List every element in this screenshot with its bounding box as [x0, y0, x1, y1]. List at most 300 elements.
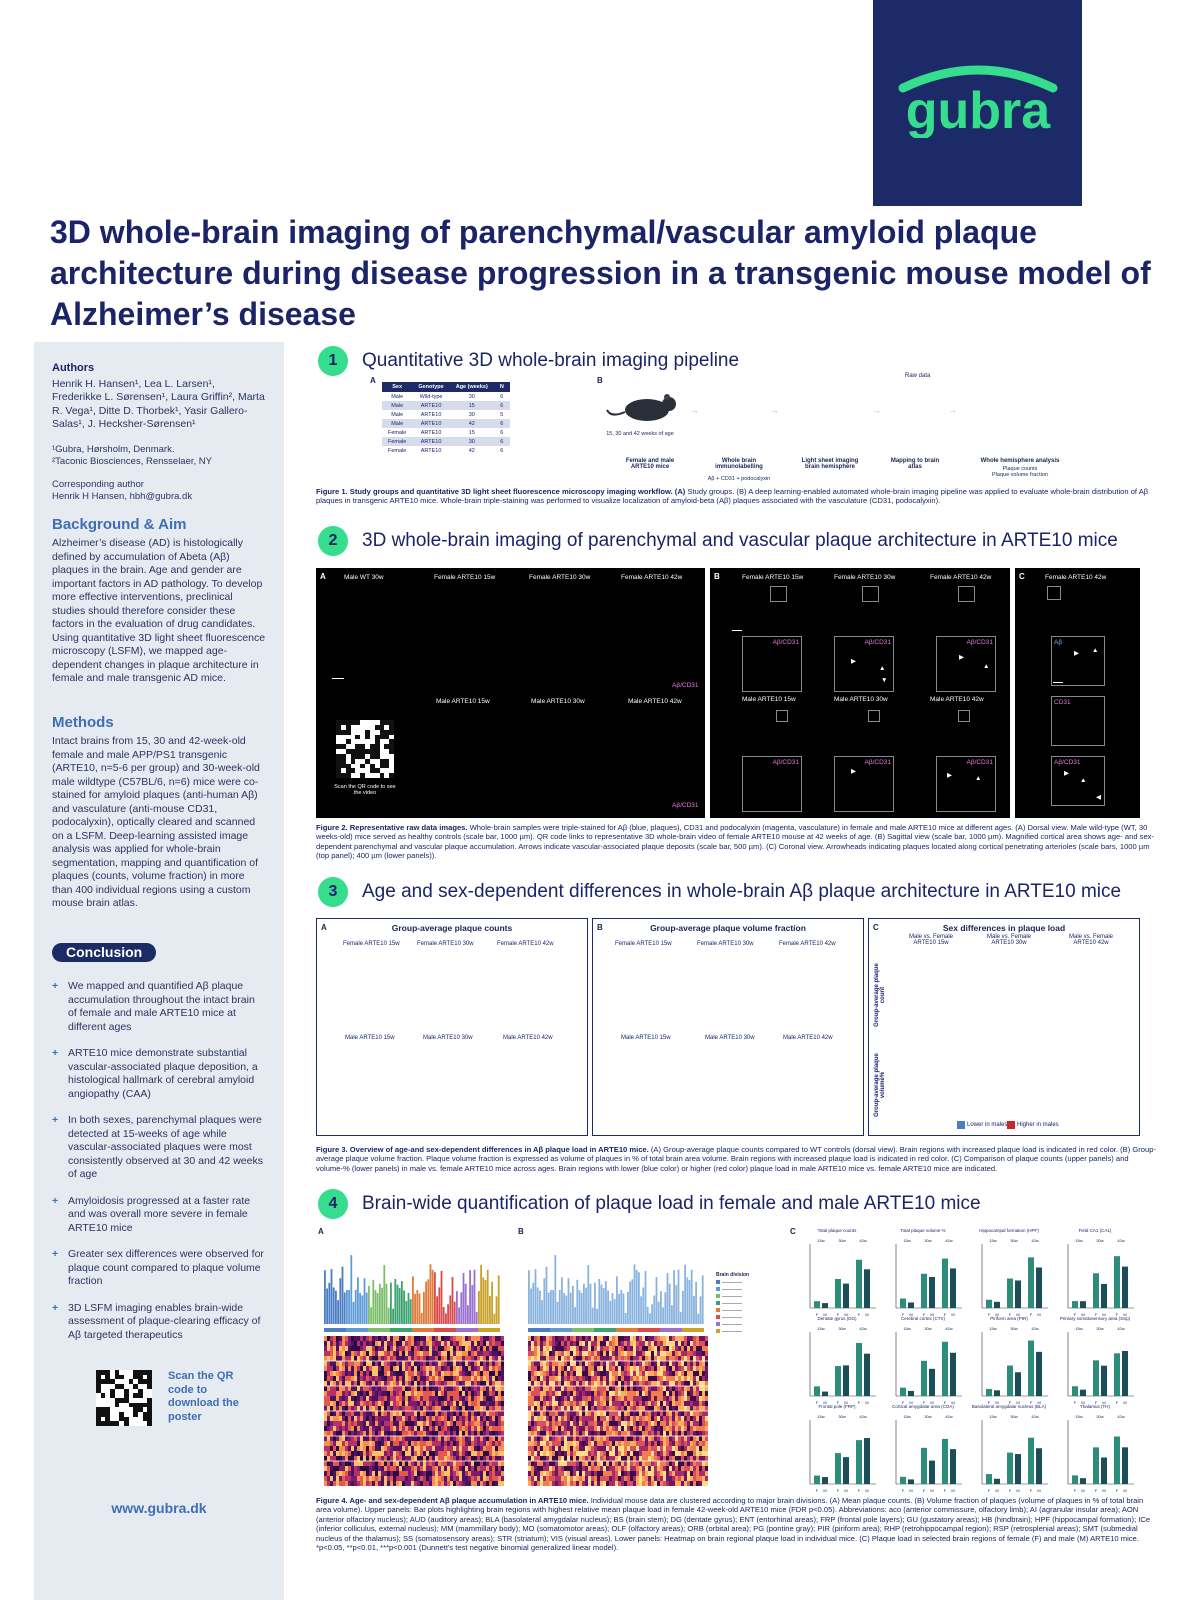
heat-cell: [411, 1341, 414, 1346]
heat-cell: [399, 1391, 402, 1396]
heat-cell: [498, 1356, 501, 1361]
heat-cell: [576, 1481, 579, 1486]
heat-cell: [636, 1376, 639, 1381]
heat-cell: [612, 1456, 615, 1461]
heat-cell: [435, 1346, 438, 1351]
heat-cell: [366, 1481, 369, 1486]
heat-cell: [684, 1426, 687, 1431]
heat-cell: [567, 1406, 570, 1411]
heat-cell: [639, 1421, 642, 1426]
heat-cell: [609, 1426, 612, 1431]
heat-cell: [675, 1481, 678, 1486]
heat-cell: [408, 1391, 411, 1396]
heat-cell: [693, 1351, 696, 1356]
heat-cell: [690, 1351, 693, 1356]
heat-cell: [687, 1466, 690, 1471]
bar: [530, 1288, 532, 1324]
heat-cell: [699, 1441, 702, 1446]
sex-label: M: [951, 1488, 955, 1493]
video-qr-code[interactable]: [336, 720, 394, 778]
heat-cell: [657, 1421, 660, 1426]
heat-cell: [663, 1346, 666, 1351]
heat-cell: [546, 1421, 549, 1426]
heat-cell: [366, 1381, 369, 1386]
heat-cell: [627, 1381, 630, 1386]
heat-cell: [474, 1356, 477, 1361]
heat-cell: [498, 1391, 501, 1396]
heat-cell: [477, 1411, 480, 1416]
heat-cell: [693, 1476, 696, 1481]
heat-cell: [657, 1346, 660, 1351]
heat-cell: [480, 1431, 483, 1436]
heat-cell: [546, 1371, 549, 1376]
heat-cell: [363, 1351, 366, 1356]
heat-cell: [456, 1431, 459, 1436]
poster-qr-code[interactable]: [96, 1370, 152, 1426]
heat-cell: [594, 1356, 597, 1361]
heat-cell: [483, 1376, 486, 1381]
bar: [1036, 1352, 1042, 1396]
heat-cell: [537, 1386, 540, 1391]
heat-cell: [582, 1416, 585, 1421]
heat-cell: [615, 1411, 618, 1416]
heat-cell: [684, 1456, 687, 1461]
heat-cell: [663, 1366, 666, 1371]
heat-cell: [624, 1356, 627, 1361]
heat-cell: [480, 1351, 483, 1356]
bar: [1093, 1360, 1099, 1396]
heat-cell: [405, 1356, 408, 1361]
heat-cell: [561, 1446, 564, 1451]
heat-cell: [474, 1366, 477, 1371]
heat-cell: [363, 1376, 366, 1381]
heat-cell: [498, 1411, 501, 1416]
heat-cell: [414, 1416, 417, 1421]
heat-cell: [636, 1421, 639, 1426]
heat-cell: [348, 1411, 351, 1416]
heat-cell: [462, 1471, 465, 1476]
heat-cell: [696, 1461, 699, 1466]
heat-cell: [372, 1431, 375, 1436]
heat-cell: [660, 1431, 663, 1436]
heat-cell: [612, 1461, 615, 1466]
age-label: 42w: [945, 1326, 953, 1331]
heat-cell: [663, 1431, 666, 1436]
heat-cell: [378, 1441, 381, 1446]
heat-cell: [426, 1376, 429, 1381]
heat-cell: [540, 1381, 543, 1386]
heat-cell: [642, 1366, 645, 1371]
heat-cell: [684, 1461, 687, 1466]
heat-cell: [585, 1431, 588, 1436]
heat-cell: [498, 1446, 501, 1451]
heat-cell: [534, 1406, 537, 1411]
heat-cell: [546, 1441, 549, 1446]
division-strip: [434, 1328, 456, 1332]
heat-cell: [570, 1361, 573, 1366]
heat-cell: [501, 1361, 504, 1366]
heat-cell: [555, 1401, 558, 1406]
heat-cell: [618, 1341, 621, 1346]
heat-cell: [423, 1471, 426, 1476]
heat-cell: [612, 1351, 615, 1356]
table-cell: Female: [388, 447, 407, 454]
sex-label: M: [1081, 1400, 1085, 1405]
heat-cell: [675, 1461, 678, 1466]
heat-cell: [639, 1396, 642, 1401]
heat-cell: [627, 1371, 630, 1376]
heat-cell: [444, 1336, 447, 1341]
heat-cell: [351, 1351, 354, 1356]
heat-cell: [375, 1356, 378, 1361]
heat-cell: [645, 1381, 648, 1386]
scale-bar: [332, 678, 344, 679]
heat-cell: [438, 1336, 441, 1341]
heat-cell: [642, 1441, 645, 1446]
heat-cell: [456, 1371, 459, 1376]
heat-cell: [354, 1436, 357, 1441]
heat-cell: [339, 1461, 342, 1466]
heat-cell: [534, 1346, 537, 1351]
heat-cell: [414, 1431, 417, 1436]
heat-cell: [360, 1366, 363, 1371]
heat-cell: [348, 1346, 351, 1351]
heat-cell: [477, 1391, 480, 1396]
bar: [383, 1265, 385, 1324]
heat-cell: [381, 1381, 384, 1386]
heat-cell: [354, 1371, 357, 1376]
heat-cell: [561, 1391, 564, 1396]
heat-cell: [573, 1371, 576, 1376]
heat-cell: [591, 1466, 594, 1471]
heat-cell: [705, 1436, 708, 1441]
heat-cell: [324, 1391, 327, 1396]
heat-cell: [639, 1471, 642, 1476]
heat-cell: [456, 1356, 459, 1361]
heat-cell: [471, 1356, 474, 1361]
heat-cell: [624, 1411, 627, 1416]
mini-chart-title: Basolateral amygdalar nucleus (BLA): [971, 1404, 1047, 1409]
heat-cell: [546, 1366, 549, 1371]
mini-bar-chart: [1054, 1316, 1136, 1408]
heat-cell: [690, 1406, 693, 1411]
heat-cell: [324, 1476, 327, 1481]
heat-cell: [402, 1366, 405, 1371]
heat-cell: [681, 1361, 684, 1366]
heat-cell: [552, 1411, 555, 1416]
heat-cell: [549, 1416, 552, 1421]
heat-cell: [435, 1376, 438, 1381]
heat-cell: [399, 1466, 402, 1471]
heat-cell: [621, 1481, 624, 1486]
heat-cell: [636, 1431, 639, 1436]
heat-cell: [378, 1351, 381, 1356]
table-cell: ARTE10: [412, 419, 449, 428]
heat-cell: [348, 1441, 351, 1446]
fig4-panel-b-chart: [520, 1236, 716, 1492]
heat-cell: [441, 1411, 444, 1416]
heat-cell: [630, 1446, 633, 1451]
bar: [535, 1269, 537, 1324]
heat-cell: [372, 1396, 375, 1401]
heat-cell: [477, 1361, 480, 1366]
bar: [324, 1270, 326, 1324]
heat-cell: [336, 1441, 339, 1446]
zoom-box: [770, 586, 787, 602]
heat-cell: [486, 1476, 489, 1481]
legend-line: [722, 1303, 742, 1304]
heat-cell: [684, 1411, 687, 1416]
heat-cell: [468, 1421, 471, 1426]
section-4-header: [318, 1189, 981, 1219]
heat-cell: [480, 1346, 483, 1351]
heat-cell: [657, 1471, 660, 1476]
heat-cell: [372, 1451, 375, 1456]
section-title: Quantitative 3D whole-brain imaging pipeline: [362, 350, 740, 371]
heat-cell: [669, 1406, 672, 1411]
heat-cell: [696, 1361, 699, 1366]
heat-cell: [456, 1396, 459, 1401]
heat-cell: [660, 1356, 663, 1361]
heat-cell: [492, 1336, 495, 1341]
heat-cell: [543, 1356, 546, 1361]
heat-cell: [411, 1421, 414, 1426]
heat-cell: [624, 1336, 627, 1341]
bar: [814, 1386, 820, 1396]
heat-cell: [666, 1431, 669, 1436]
heat-cell: [498, 1466, 501, 1471]
heat-cell: [393, 1446, 396, 1451]
heat-cell: [624, 1436, 627, 1441]
heat-cell: [642, 1426, 645, 1431]
heat-cell: [687, 1341, 690, 1346]
heat-cell: [432, 1471, 435, 1476]
heat-cell: [471, 1446, 474, 1451]
heat-cell: [423, 1441, 426, 1446]
heat-cell: [555, 1476, 558, 1481]
heat-cell: [540, 1446, 543, 1451]
bar: [601, 1285, 603, 1324]
heat-cell: [648, 1411, 651, 1416]
heat-cell: [576, 1451, 579, 1456]
heat-cell: [690, 1366, 693, 1371]
heat-cell: [672, 1371, 675, 1376]
heat-cell: [603, 1436, 606, 1441]
heat-cell: [573, 1376, 576, 1381]
heat-cell: [354, 1336, 357, 1341]
heat-cell: [648, 1361, 651, 1366]
heat-cell: [402, 1451, 405, 1456]
heat-cell: [351, 1476, 354, 1481]
heat-cell: [447, 1336, 450, 1341]
heat-cell: [336, 1341, 339, 1346]
heat-cell: [690, 1346, 693, 1351]
heat-cell: [540, 1426, 543, 1431]
heat-cell: [453, 1461, 456, 1466]
heat-cell: [618, 1396, 621, 1401]
heat-cell: [429, 1366, 432, 1371]
heat-cell: [363, 1341, 366, 1346]
heat-cell: [351, 1336, 354, 1341]
heat-cell: [495, 1481, 498, 1486]
heat-cell: [687, 1476, 690, 1481]
heat-cell: [684, 1431, 687, 1436]
table-cell: 6: [500, 447, 504, 454]
heat-cell: [603, 1451, 606, 1456]
heat-cell: [459, 1366, 462, 1371]
heat-cell: [579, 1356, 582, 1361]
study-table-wrap: [382, 382, 510, 455]
heat-cell: [375, 1431, 378, 1436]
heat-cell: [324, 1456, 327, 1461]
heat-cell: [564, 1406, 567, 1411]
heat-cell: [648, 1406, 651, 1411]
figure-2-caption: Figure 2. Representative raw data images. Whole-brain samples were triple-stained for Aβ (blue, plaques), CD31 and podocalyxin (magenta, vasculature) in female and male ARTE10 mice at different ages. (A) Dorsal view. Male wild-type (WT, 30 weeks-old) mice served as healthy controls (scale bar, 1000 µm). QR code links to representative 3D whole-brain video of female ARTE10 mouse at 42 weeks of age. (B) Sagittal view (scale bar, 1000 µm). Magnified cortical area shows age- and sex-dependent parenchymal and vascular plaque accumulation. Arrows indicate vascular-associated plaque deposits (scale bar, 500 µm). (C) Coronal view. Arrowheads indicating plaques located along cortical penetrating arterioles (scale bars, 1000 µm (top panel); 400 µm (lower panels)).: [316, 823, 1154, 861]
heat-cell: [456, 1441, 459, 1446]
heat-cell: [471, 1431, 474, 1436]
heat-cell: [405, 1351, 408, 1356]
heat-cell: [354, 1396, 357, 1401]
heat-cell: [498, 1336, 501, 1341]
heat-cell: [528, 1351, 531, 1356]
heat-cell: [669, 1446, 672, 1451]
heat-cell: [327, 1436, 330, 1441]
heat-cell: [402, 1346, 405, 1351]
mini-chart-svg: [796, 1324, 878, 1408]
heat-cell: [597, 1436, 600, 1441]
heat-cell: [477, 1366, 480, 1371]
heat-cell: [633, 1456, 636, 1461]
heat-cell: [375, 1461, 378, 1466]
zoom-box: [776, 710, 788, 722]
heat-cell: [615, 1366, 618, 1371]
heat-cell: [585, 1376, 588, 1381]
heat-cell: [630, 1416, 633, 1421]
heat-cell: [603, 1416, 606, 1421]
division-strip: [456, 1328, 478, 1332]
heat-cell: [375, 1441, 378, 1446]
heat-cell: [324, 1406, 327, 1411]
age-label: 15w: [817, 1414, 825, 1419]
heat-cell: [498, 1371, 501, 1376]
heat-cell: [363, 1346, 366, 1351]
heat-cell: [342, 1336, 345, 1341]
heat-cell: [552, 1466, 555, 1471]
heat-cell: [408, 1431, 411, 1436]
heat-cell: [426, 1366, 429, 1371]
heat-cell: [441, 1416, 444, 1421]
heat-cell: [393, 1371, 396, 1376]
heat-cell: [675, 1366, 678, 1371]
table-cell: 6: [494, 419, 510, 428]
conclusion-item: + Amyloidosis progressed at a faster rate and was overall more severe in female ARTE10 mice: [52, 1195, 266, 1236]
y-axis-label: Group-average plaque volume%: [874, 1053, 886, 1117]
heat-cell: [642, 1381, 645, 1386]
heat-cell: [696, 1381, 699, 1386]
heat-cell: [357, 1391, 360, 1396]
age-label: 30w: [924, 1238, 932, 1243]
heat-cell: [396, 1466, 399, 1471]
heat-cell: [402, 1481, 405, 1486]
heat-cell: [651, 1371, 654, 1376]
heat-cell: [324, 1481, 327, 1486]
heat-cell: [690, 1371, 693, 1376]
heat-cell: [483, 1341, 486, 1346]
heat-cell: [630, 1391, 633, 1396]
heat-cell: [573, 1346, 576, 1351]
heat-cell: [432, 1346, 435, 1351]
heat-cell: [660, 1481, 663, 1486]
heat-cell: [696, 1411, 699, 1416]
heat-cell: [597, 1396, 600, 1401]
table-cell: 30: [468, 411, 475, 418]
heat-cell: [627, 1361, 630, 1366]
heat-cell: [633, 1381, 636, 1386]
heat-cell: [618, 1426, 621, 1431]
heat-cell: [336, 1406, 339, 1411]
heat-cell: [366, 1391, 369, 1396]
heat-cell: [594, 1456, 597, 1461]
heat-cell: [597, 1386, 600, 1391]
heat-cell: [375, 1391, 378, 1396]
heat-cell: [642, 1401, 645, 1406]
heat-cell: [705, 1401, 708, 1406]
heat-cell: [681, 1481, 684, 1486]
heat-cell: [576, 1351, 579, 1356]
heat-cell: [330, 1421, 333, 1426]
study-groups-table: [382, 382, 510, 455]
heat-cell: [681, 1431, 684, 1436]
heat-cell: [591, 1481, 594, 1486]
heat-cell: [351, 1431, 354, 1436]
bar: [342, 1267, 344, 1324]
heat-cell: [372, 1386, 375, 1391]
heat-cell: [465, 1426, 468, 1431]
heat-cell: [564, 1346, 567, 1351]
heat-cell: [435, 1336, 438, 1341]
heat-cell: [675, 1451, 678, 1456]
heat-cell: [366, 1466, 369, 1471]
heat-cell: [369, 1421, 372, 1426]
heat-cell: [549, 1431, 552, 1436]
heat-cell: [615, 1346, 618, 1351]
heat-cell: [369, 1336, 372, 1341]
heat-cell: [363, 1381, 366, 1386]
heat-cell: [474, 1411, 477, 1416]
heat-cell: [408, 1471, 411, 1476]
heat-cell: [645, 1461, 648, 1466]
heat-cell: [495, 1421, 498, 1426]
heat-cell: [528, 1476, 531, 1481]
heat-cell: [594, 1461, 597, 1466]
heat-cell: [684, 1356, 687, 1361]
heat-cell: [597, 1401, 600, 1406]
website-link[interactable]: www.gubra.dk: [111, 1500, 207, 1516]
heat-cell: [438, 1391, 441, 1396]
heat-cell: [408, 1386, 411, 1391]
heat-cell: [585, 1481, 588, 1486]
heat-cell: [339, 1481, 342, 1486]
heat-cell: [651, 1401, 654, 1406]
heat-cell: [672, 1346, 675, 1351]
zoom-box: [958, 710, 970, 722]
heat-cell: [669, 1481, 672, 1486]
heat-cell: [336, 1426, 339, 1431]
column-label: Female ARTE10 15w: [615, 941, 672, 947]
bar: [835, 1366, 841, 1396]
heat-cell: [498, 1471, 501, 1476]
heat-cell: [462, 1371, 465, 1376]
